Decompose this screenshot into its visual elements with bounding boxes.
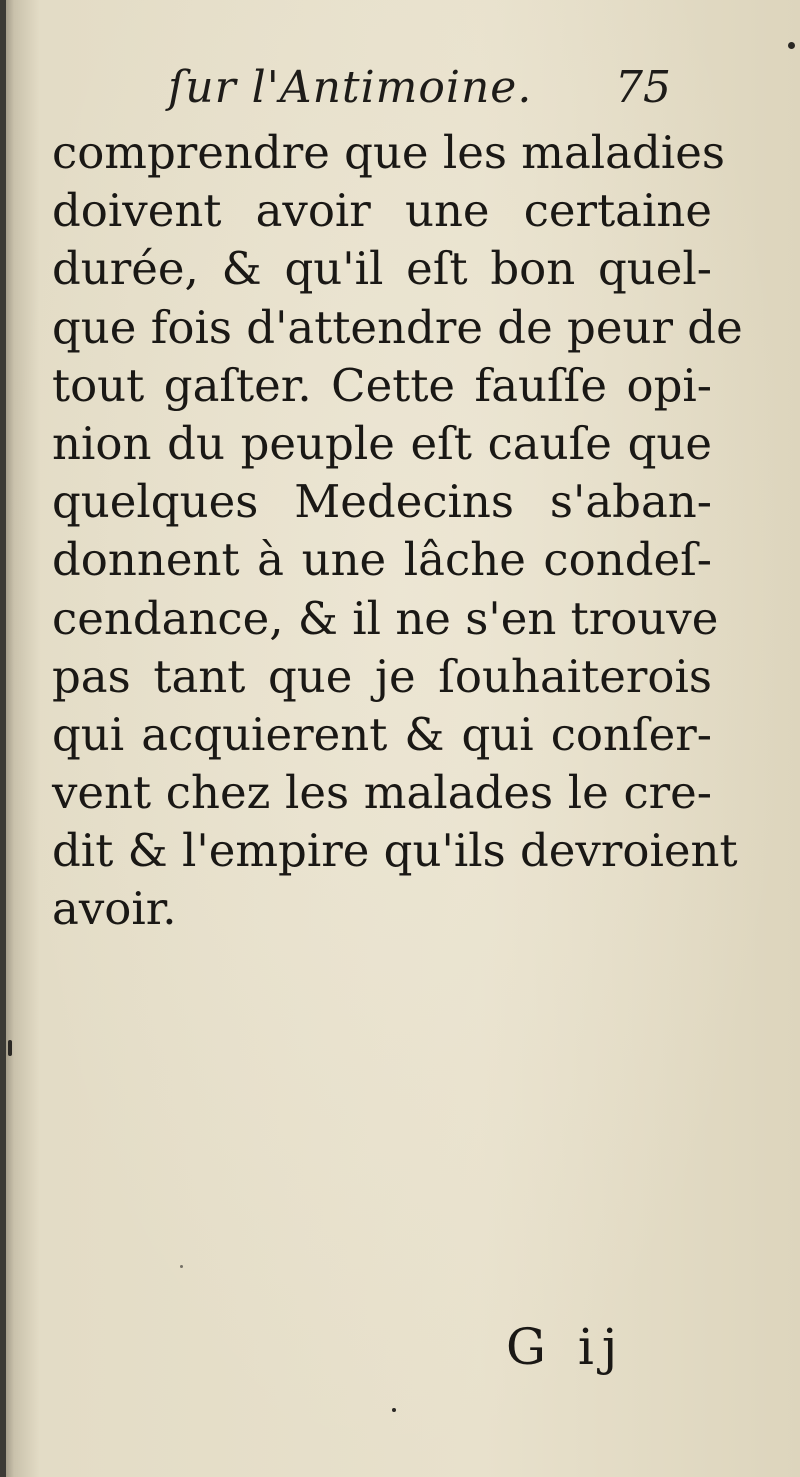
- text-line: nion du peuple eſt cauſe que: [52, 416, 712, 470]
- page-edge-shadow: [0, 0, 6, 1477]
- ink-speck: [392, 1408, 396, 1412]
- text-line: quelques Medecins s'aban-: [52, 475, 712, 529]
- text-line: pas tant que je ſouhaiterois: [52, 649, 712, 703]
- text-line: vent chez les malades le cre-: [52, 766, 712, 820]
- text-line: doivent avoir une certaine: [52, 184, 712, 238]
- page-header: [0, 62, 800, 132]
- text-line: dit & l'empire qu'ils devroient: [52, 824, 738, 878]
- text-line: tout gaſter. Cette fauſſe opi-: [52, 358, 712, 412]
- signature-mark: G ij: [506, 1318, 626, 1376]
- text-line: comprendre que les maladies: [52, 126, 725, 179]
- ink-speck: [8, 1040, 12, 1056]
- text-line: cendance, & il ne s'en trouve: [52, 591, 719, 645]
- running-title: ſur l'Antimoine.: [168, 62, 533, 113]
- body-text: [52, 124, 743, 939]
- ink-speck: [788, 42, 795, 49]
- ink-speck: [180, 1265, 183, 1268]
- text-line: avoir.: [52, 882, 177, 936]
- text-line: durée, & qu'il eſt bon quel-: [52, 242, 712, 296]
- text-line: que fois d'attendre de peur de: [52, 300, 743, 354]
- text-line: donnent à une lâche condeſ-: [52, 533, 712, 587]
- page-number: 75: [615, 62, 671, 113]
- text-line: qui acquierent & qui conſer-: [52, 707, 712, 761]
